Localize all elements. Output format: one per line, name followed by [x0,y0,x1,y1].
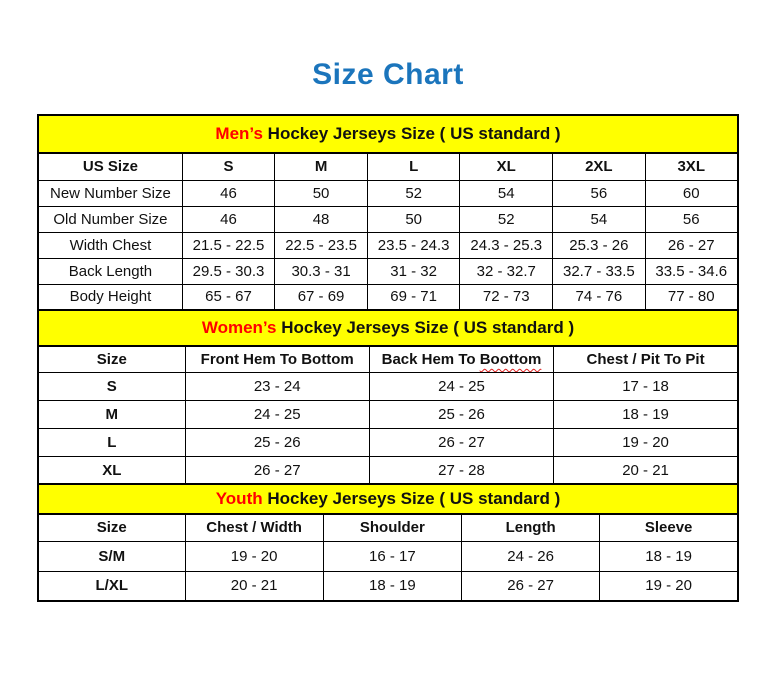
row-label-cell: Body Height [38,284,182,310]
column-header: US Size [38,153,182,180]
value-cell: 19 - 20 [554,429,738,457]
table-row [38,401,738,429]
row-label-cell: S [38,373,185,401]
value-cell: 26 - 27 [645,232,738,258]
column-header: Length [462,514,600,541]
value-cell: 24.3 - 25.3 [460,232,553,258]
value-cell: 26 - 27 [369,429,553,457]
womens-section-row [38,310,738,346]
youth-section-header [38,484,738,514]
value-cell: 18 - 19 [600,541,738,571]
value-cell: 18 - 19 [554,401,738,429]
value-cell: 22.5 - 23.5 [275,232,368,258]
column-header: 3XL [645,153,738,180]
value-cell: 54 [460,180,553,206]
row-label-cell: S/M [38,541,185,571]
value-cell: 67 - 69 [275,284,368,310]
value-cell: 27 - 28 [369,457,553,485]
row-label-cell: M [38,401,185,429]
value-cell: 50 [275,180,368,206]
column-header: S [182,153,275,180]
spellcheck-squiggle-word: Boottom [479,350,542,368]
mens-size-table [37,114,739,311]
mens-section-highlight: Men’s [215,124,263,143]
table-row [38,429,738,457]
column-header: Chest / Width [185,514,323,541]
mens-section-header [38,115,738,153]
value-cell: 23.5 - 24.3 [367,232,460,258]
value-cell: 17 - 18 [554,373,738,401]
row-label-cell: Width Chest [38,232,182,258]
table-row [38,258,738,284]
youth-section-rest: Hockey Jerseys Size ( US standard ) [262,489,561,508]
value-cell: 48 [275,206,368,232]
column-header: L [367,153,460,180]
value-cell: 77 - 80 [645,284,738,310]
value-cell: 56 [645,206,738,232]
column-header: XL [460,153,553,180]
value-cell: 33.5 - 34.6 [645,258,738,284]
womens-size-table [37,309,739,486]
value-cell: 16 - 17 [323,541,461,571]
value-cell: 21.5 - 22.5 [182,232,275,258]
womens-section-header [38,310,738,346]
value-cell: 74 - 76 [553,284,646,310]
value-cell: 24 - 25 [369,373,553,401]
youth-section-row [38,484,738,514]
value-cell: 25 - 26 [369,401,553,429]
row-label-cell: New Number Size [38,180,182,206]
table-row [38,373,738,401]
value-cell: 52 [460,206,553,232]
youth-section-highlight: Youth [215,489,263,508]
youth-header-row [38,514,738,541]
value-cell: 32.7 - 33.5 [553,258,646,284]
value-cell: 25.3 - 26 [553,232,646,258]
mens-section-row [38,115,738,153]
value-cell: 23 - 24 [185,373,369,401]
table-row [38,284,738,310]
row-label-cell: L [38,429,185,457]
value-cell: 65 - 67 [182,284,275,310]
value-cell: 24 - 25 [185,401,369,429]
value-cell: 46 [182,180,275,206]
column-header: M [275,153,368,180]
row-label-cell: XL [38,457,185,485]
value-cell: 56 [553,180,646,206]
value-cell: 19 - 20 [600,571,738,601]
column-header: Sleeve [600,514,738,541]
page-title: Size Chart [312,58,464,91]
column-header: Front Hem To Bottom [185,346,369,373]
value-cell: 18 - 19 [323,571,461,601]
value-cell: 20 - 21 [554,457,738,485]
table-row [38,232,738,258]
row-label-cell: Back Length [38,258,182,284]
column-header: Chest / Pit To Pit [554,346,738,373]
value-cell: 29.5 - 30.3 [182,258,275,284]
womens-header-row [38,346,738,373]
value-cell: 30.3 - 31 [275,258,368,284]
mens-header-row [38,153,738,180]
value-cell: 69 - 71 [367,284,460,310]
value-cell: 46 [182,206,275,232]
column-header: 2XL [553,153,646,180]
table-row [38,541,738,571]
mens-section-rest: Hockey Jerseys Size ( US standard ) [262,124,561,143]
row-label-cell: L/XL [38,571,185,601]
back-hem-prefix: Back Hem To [381,350,480,368]
column-header-misspelled [369,346,553,373]
value-cell: 26 - 27 [462,571,600,601]
youth-size-table [37,483,739,602]
column-header: Size [38,514,185,541]
table-row [38,180,738,206]
row-label-cell: Old Number Size [38,206,182,232]
value-cell: 26 - 27 [185,457,369,485]
womens-section-highlight: Women’s [201,317,277,337]
value-cell: 31 - 32 [367,258,460,284]
table-row [38,206,738,232]
column-header: Size [38,346,185,373]
value-cell: 25 - 26 [185,429,369,457]
table-row [38,571,738,601]
womens-section-rest: Hockey Jerseys Size ( US standard ) [276,317,575,337]
value-cell: 60 [645,180,738,206]
column-header: Shoulder [323,514,461,541]
table-row [38,457,738,485]
value-cell: 50 [367,206,460,232]
value-cell: 19 - 20 [185,541,323,571]
value-cell: 32 - 32.7 [460,258,553,284]
value-cell: 72 - 73 [460,284,553,310]
value-cell: 24 - 26 [462,541,600,571]
value-cell: 54 [553,206,646,232]
value-cell: 20 - 21 [185,571,323,601]
value-cell: 52 [367,180,460,206]
